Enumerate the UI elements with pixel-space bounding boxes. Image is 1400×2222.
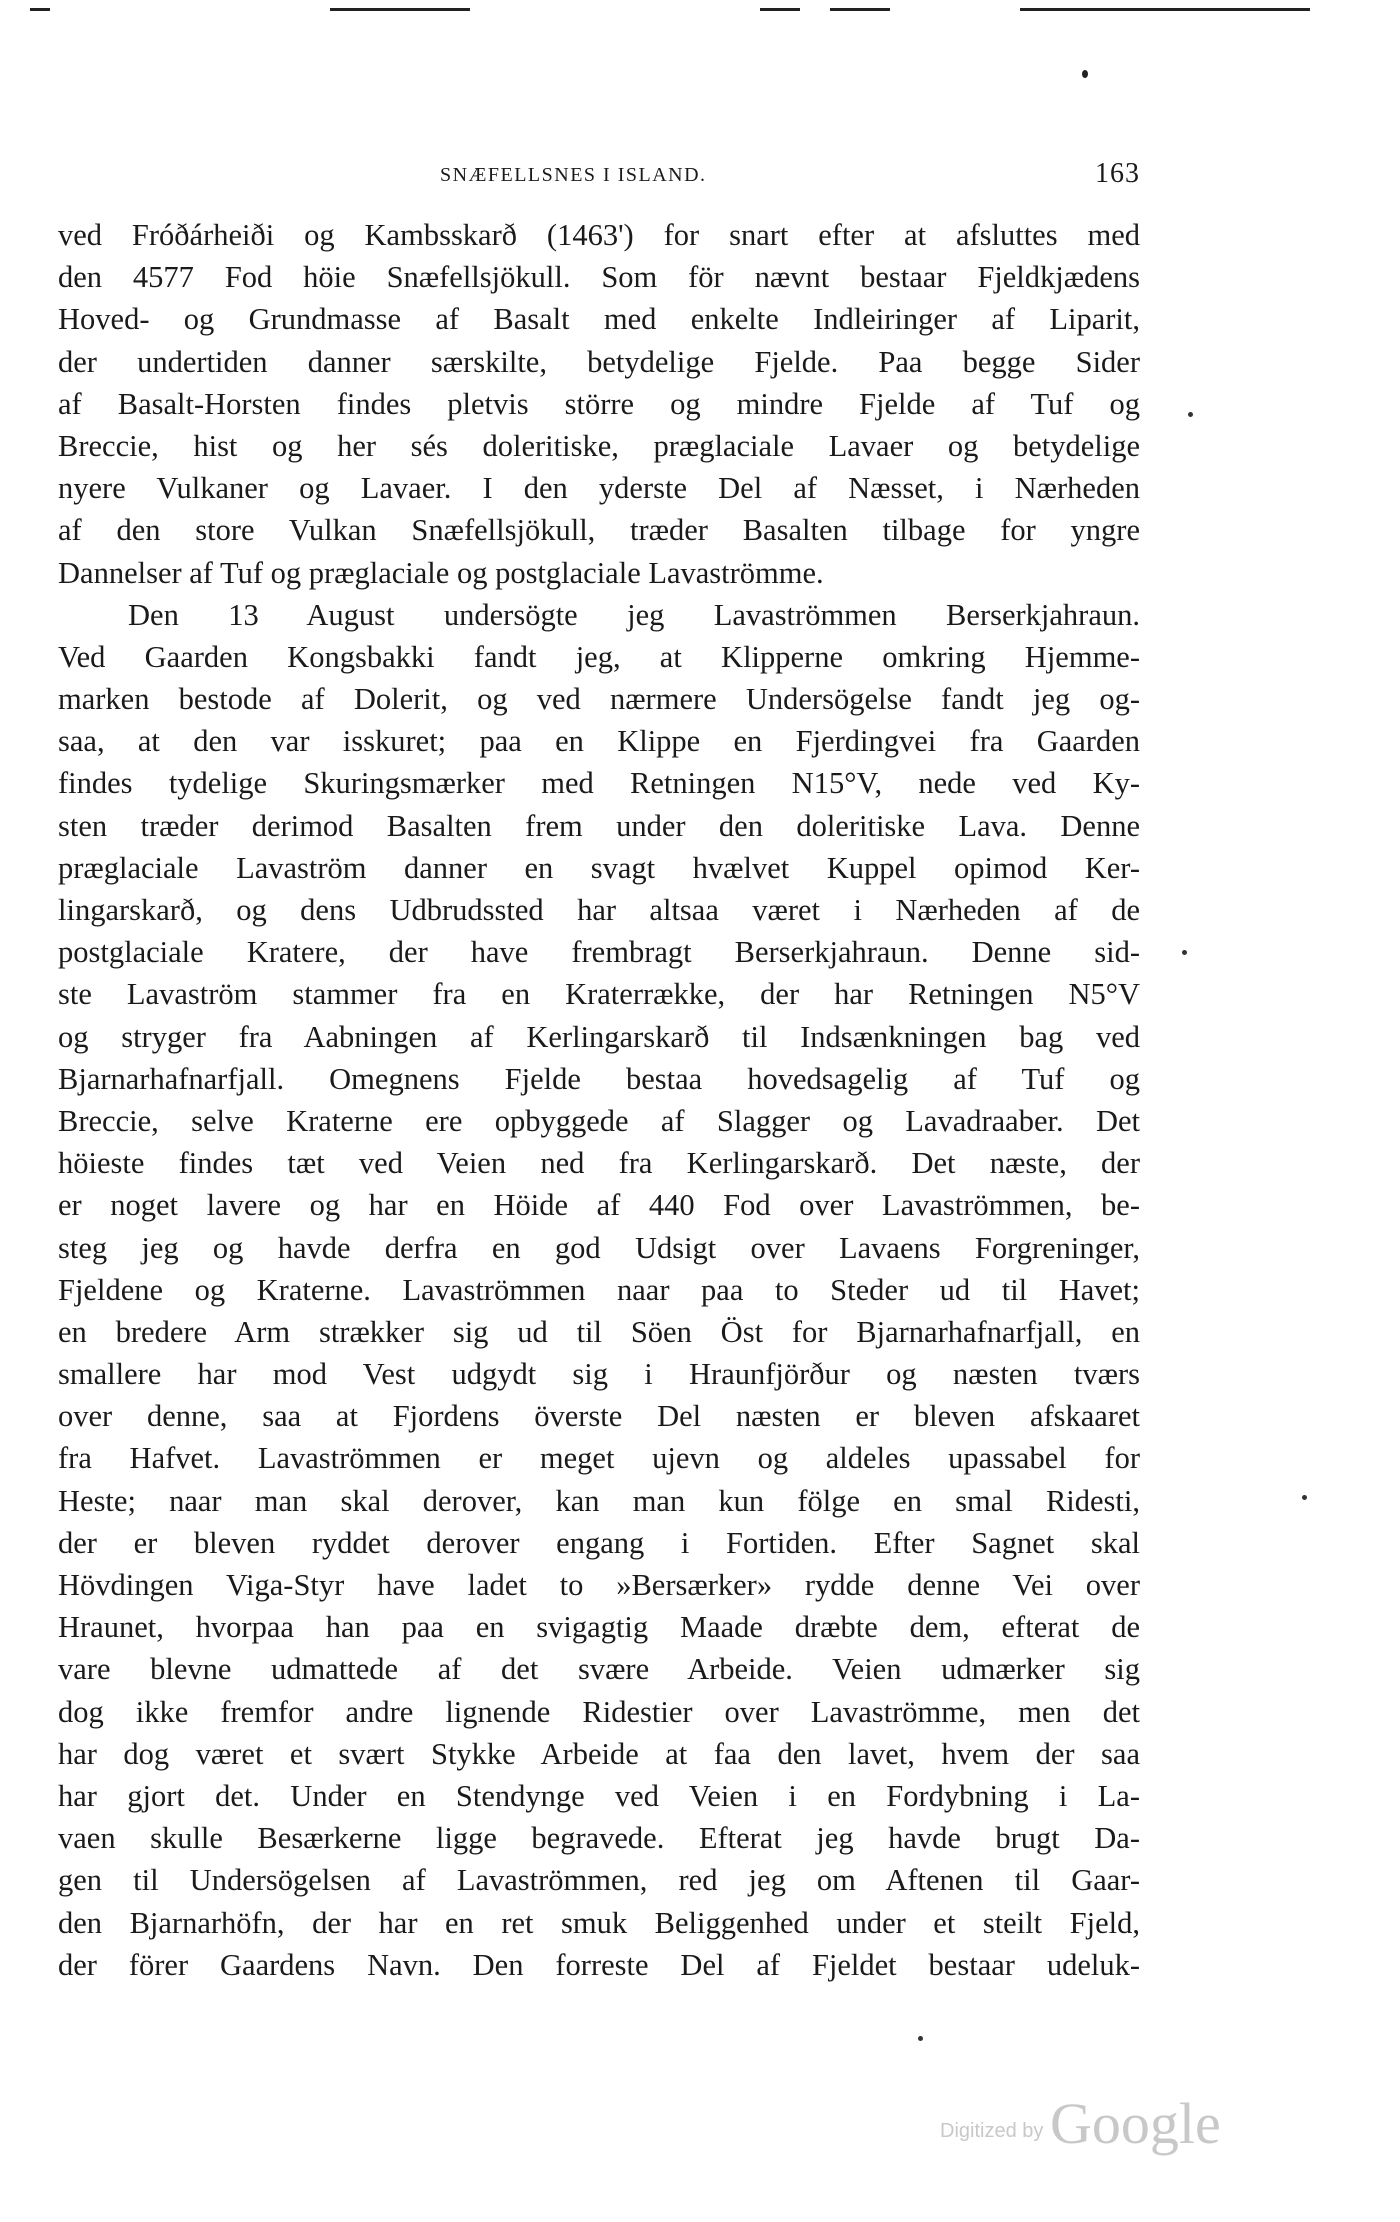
text-line: Breccie, selve Kraterne ere opbyggede af Slagger og Lavadraaber. Det [58,1103,1140,1138]
google-logo: Google [1050,2091,1221,2156]
text-line: den Bjarnarhöfn, der har en ret smuk Beliggenhed under et steilt Fjeld, [58,1905,1140,1940]
text-line: vare blevne udmattede af det svære Arbeide. Veien udmærker sig [58,1652,1140,1687]
text-line: findes tydelige Skuringsmærker med Retningen N15°V, nede ved Ky- [58,766,1140,801]
scan-edge-mark [30,8,50,11]
text-line: marken bestode af Dolerit, og ved nærmere Undersögelse fandt jeg og- [58,682,1140,717]
page-number: 163 [1095,158,1140,189]
scan-speck [1302,1495,1307,1500]
text-line: Hoved- og Grundmasse af Basalt med enkelte Indleiringer af Liparit, [58,302,1140,337]
text-line: fra Hafvet. Lavaströmmen er meget ujevn og aldeles upassabel for [58,1441,1140,1476]
text-line: vaen skulle Besærkerne ligge begravede. Efterat jeg havde brugt Da- [58,1821,1140,1856]
digitized-by-watermark [940,2092,1240,2162]
text-line: dog ikke fremfor andre lignende Ridestier over Lavaströmme, men det [58,1694,1140,1729]
text-line: og stryger fra Aabningen af Kerlingarskarð til Indsænkningen bag ved [58,1019,1140,1054]
body-text [58,214,1140,1986]
scan-edge-mark [760,8,800,11]
text-line: af Basalt-Horsten findes pletvis större og mindre Fjelde af Tuf og [58,386,1140,421]
text-line: der förer Gaardens Navn. Den forreste Del af Fjeldet bestaar udeluk- [58,1947,1140,1982]
text-line: en bredere Arm strækker sig ud til Söen Öst for Bjarnarhafnarfjall, en [58,1314,1140,1349]
text-line: Hövdingen Viga-Styr have ladet to »Bersærker» rydde denne Vei over [58,1568,1140,1602]
scan-speck [1182,950,1187,955]
scan-speck [1188,412,1193,417]
text-line: nyere Vulkaner og Lavaer. I den yderste Del af Næsset, i Nærheden [58,471,1140,506]
text-line: ved Fróðárheiði og Kambsskarð (1463') for snart efter at afsluttes med [58,218,1140,252]
page-header [440,158,1140,194]
text-line: saa, at den var isskuret; paa en Klippe en Fjerdingvei fra Gaarden [58,724,1140,759]
text-line: af den store Vulkan Snæfellsjökull, træder Basalten tilbage for yngre [58,513,1140,548]
text-line: Heste; naar man skal derover, kan man kun fölge en smal Ridesti, [58,1483,1140,1518]
text-line: ste Lavaström stammer fra en Kraterrække, der har Retningen N5°V [58,977,1140,1012]
text-line: Bjarnarhafnarfjall. Omegnens Fjelde bestaa hovedsagelig af Tuf og [58,1061,1140,1096]
scan-edge-mark [330,8,470,11]
digitized-label: Digitized by [940,2120,1044,2142]
text-line: lingarskarð, og dens Udbrudssted har altsaa været i Nærheden af de [58,893,1140,927]
text-line: Hraunet, hvorpaa han paa en svigagtig Maade dræbte dem, efterat de [58,1610,1140,1645]
text-line: sten træder derimod Basalten frem under den doleritiske Lava. Denne [58,808,1140,843]
text-line: steg jeg og havde derfra en god Udsigt over Lavaens Forgreninger, [58,1230,1140,1265]
text-line: der undertiden danner særskilte, betydelige Fjelde. Paa begge Sider [58,344,1140,379]
text-line: der er bleven ryddet derover engang i Fortiden. Efter Sagnet skal [58,1525,1140,1560]
text-line: over denne, saa at Fjordens överste Del næsten er bleven afskaaret [58,1399,1140,1434]
text-line: gen til Undersögelsen af Lavaströmmen, red jeg om Aftenen til Gaar- [58,1863,1140,1898]
text-line: den 4577 Fod höie Snæfellsjökull. Som för nævnt bestaar Fjeldkjædens [58,260,1140,295]
scan-speck [1082,70,1088,78]
text-line: præglaciale Lavaström danner en svagt hvælvet Kuppel opimod Ker- [58,850,1140,885]
text-line: Den 13 August undersögte jeg Lavaströmmen Berserkjahraun. [128,597,1140,632]
text-line: smallere har mod Vest udgydt sig i Hraunfjörður og næsten tværs [58,1357,1140,1392]
text-line: Fjeldene og Kraterne. Lavaströmmen naar paa to Steder ud til Havet; [58,1272,1140,1307]
text-line: har gjort det. Under en Stendynge ved Veien i en Fordybning i La- [58,1778,1140,1813]
text-line: Ved Gaarden Kongsbakki fandt jeg, at Klipperne omkring Hjemme- [58,639,1140,674]
scan-edge-mark [1020,8,1310,11]
scan-edge-mark [830,8,890,11]
text-line: har dog været et svært Stykke Arbeide at faa den lavet, hvem der saa [58,1736,1140,1771]
text-line: Dannelser af Tuf og præglaciale og postglaciale Lavaströmme. [58,555,824,590]
scan-speck [918,2036,923,2041]
text-line: postglaciale Kratere, der have frembragt Berserkjahraun. Denne sid- [58,935,1140,970]
text-line: Breccie, hist og her sés doleritiske, præglaciale Lavaer og betydelige [58,428,1140,463]
running-head: SNÆFELLSNES I ISLAND. [440,164,707,186]
text-line: höieste findes tæt ved Veien ned fra Kerlingarskarð. Det næste, der [58,1146,1140,1181]
text-line: er noget lavere og har en Höide af 440 Fod over Lavaströmmen, be- [58,1188,1140,1223]
